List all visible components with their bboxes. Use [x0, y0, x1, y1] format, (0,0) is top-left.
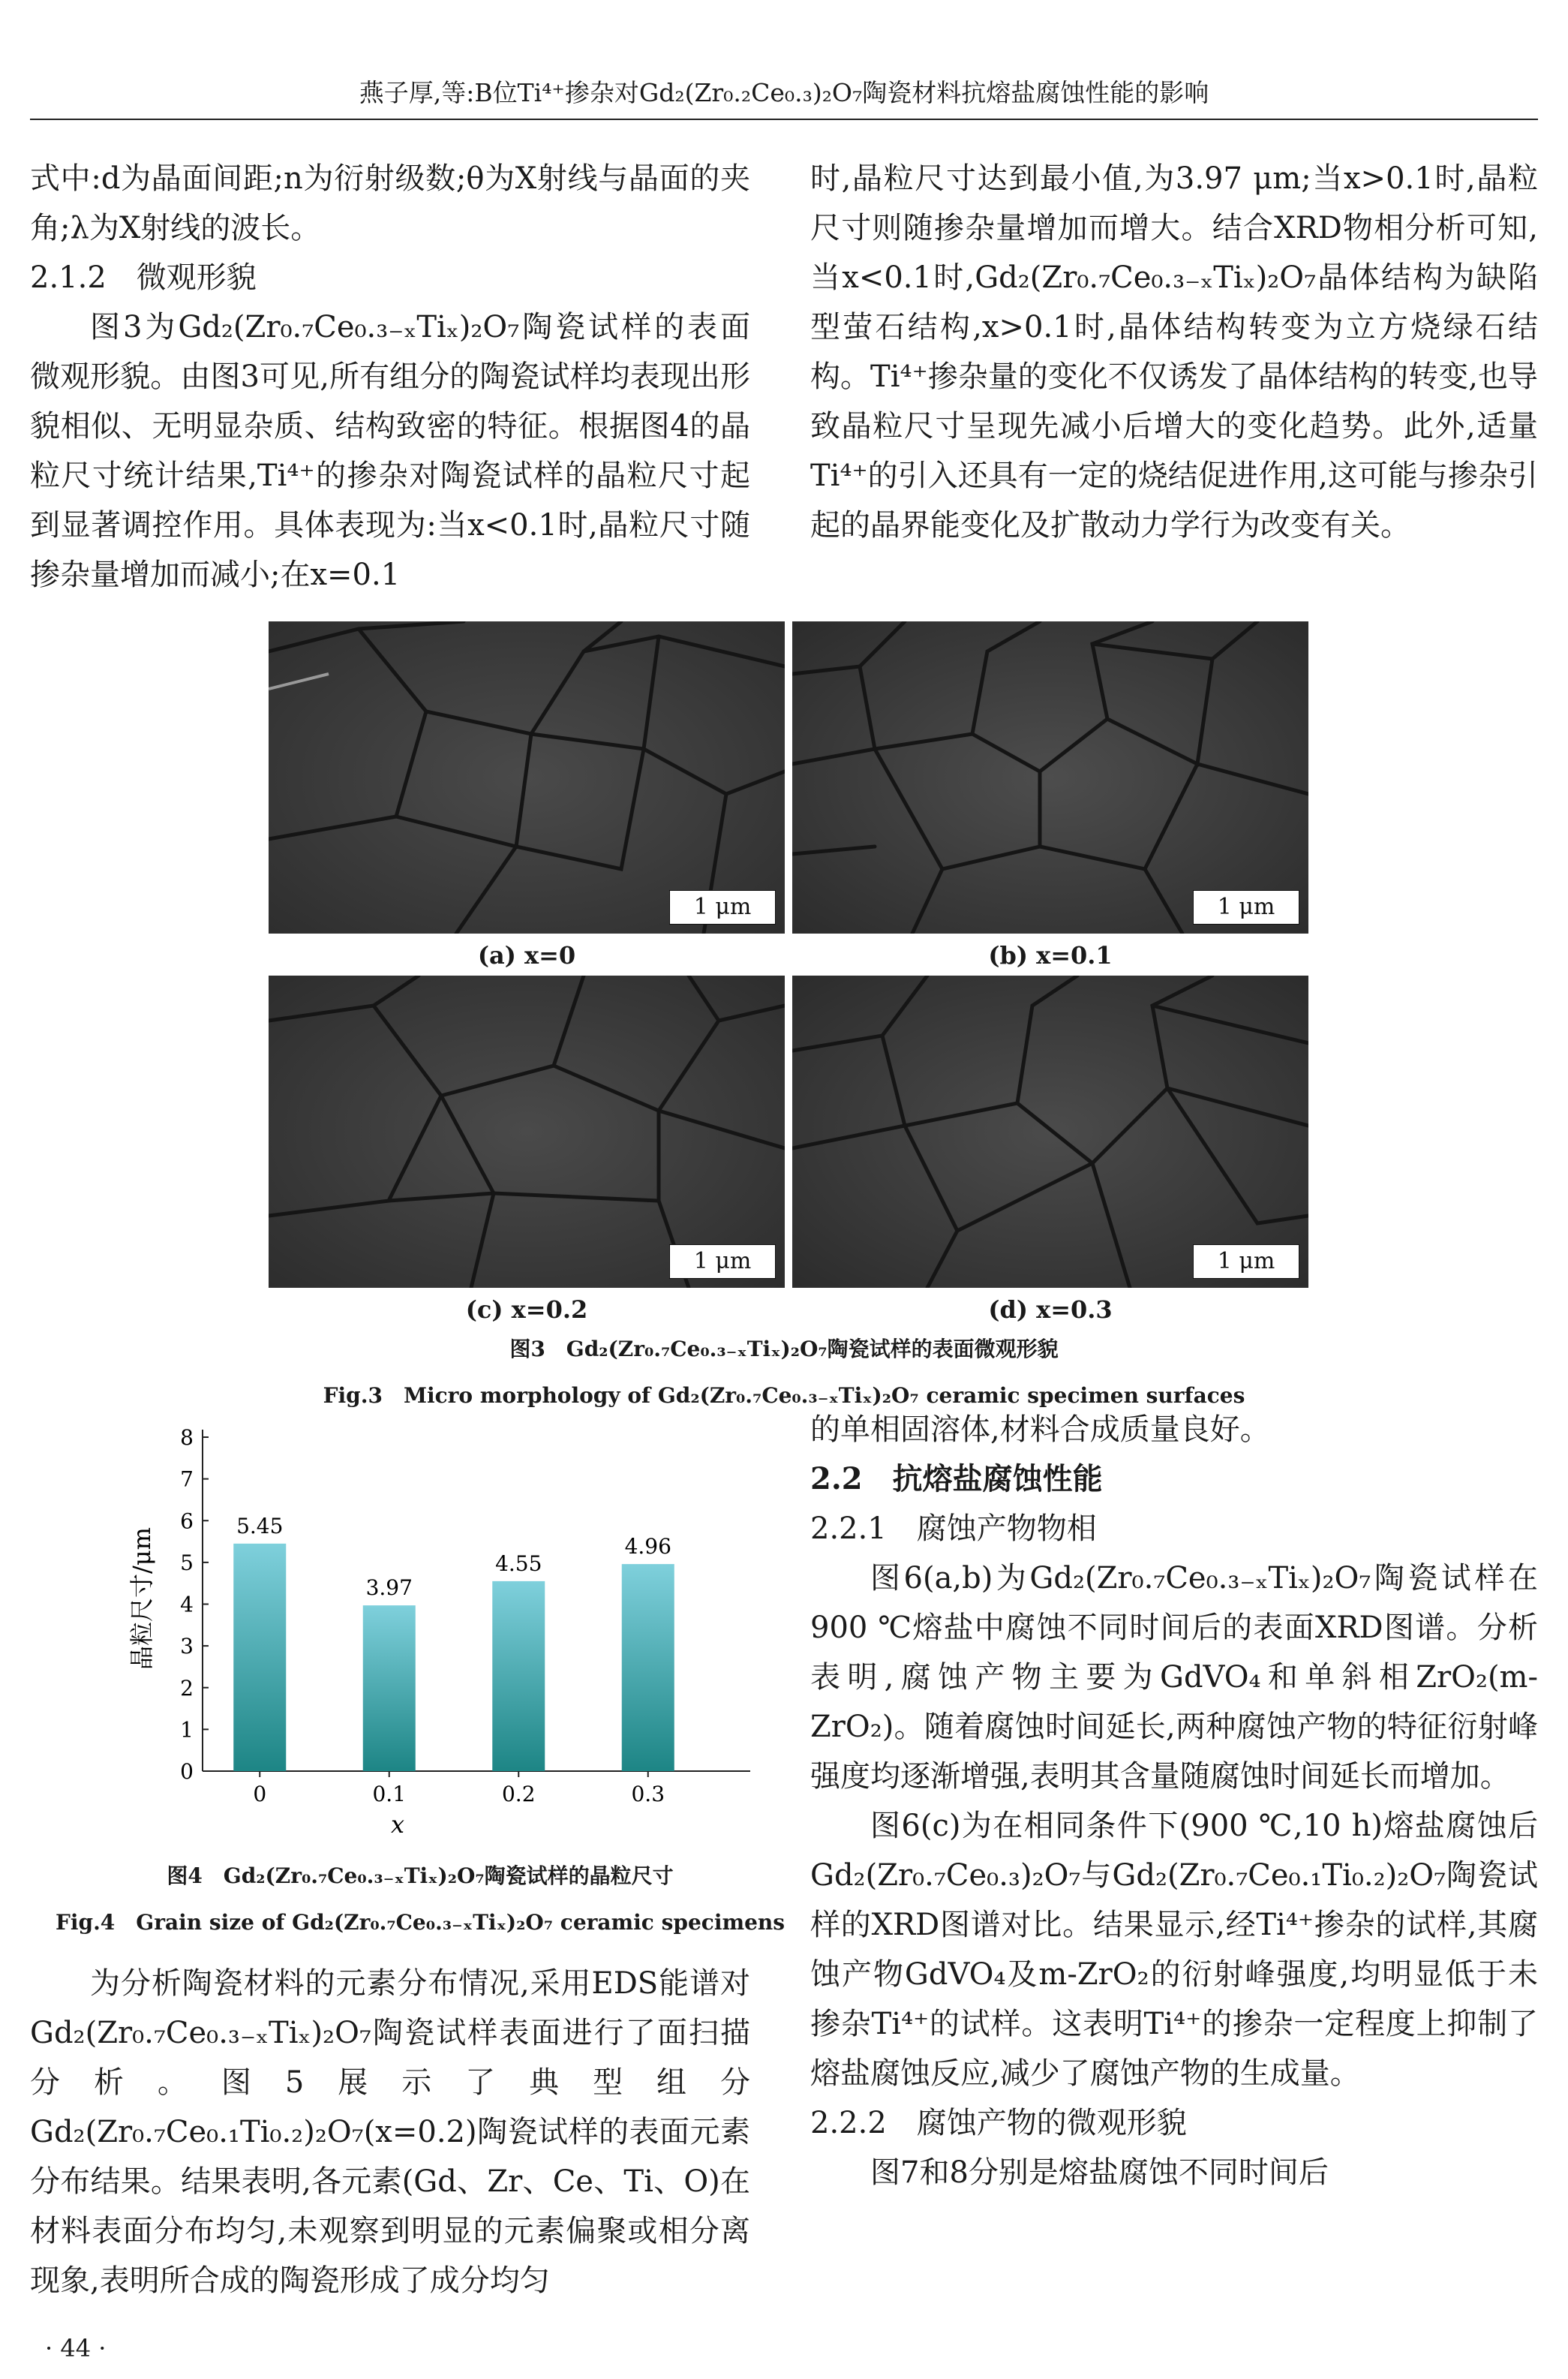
panel-caption-d: (d) x=0.3: [988, 1295, 1113, 1324]
scale-bar: 1 μm: [1193, 890, 1299, 925]
x-tick-label: 0: [253, 1782, 267, 1806]
section-heading-2-2: 2.2 抗熔盐腐蚀性能: [810, 1461, 1103, 1496]
bar: [492, 1581, 545, 1771]
data-label: 4.96: [624, 1534, 671, 1559]
paragraph: 图6(a,b)为Gd₂(Zr₀.₇Ce₀.₃₋ₓTiₓ)₂O₇陶瓷试样在900 ℃熔盐中腐蚀不同时间后的表面XRD图谱。分析表明,腐蚀产物主要为GdVO₄和单斜相ZrO₂(m-ZrO₂)。随着腐蚀时间延长,两种腐蚀产物的特征衍射峰强度均逐渐增强,表明其含量随腐蚀时间延长而增加。: [810, 1561, 1538, 1794]
sem-image-b: [792, 621, 1308, 934]
y-tick-label: 1: [180, 1717, 194, 1743]
y-tick-label: 7: [180, 1466, 194, 1492]
sem-image-c: [269, 976, 785, 1288]
section-heading-2-2-2: 2.2.2 腐蚀产物的微观形貌: [810, 2106, 1187, 2140]
section-heading-2-2-1: 2.2.1 腐蚀产物物相: [810, 1511, 1097, 1546]
data-label: 4.55: [495, 1550, 542, 1576]
y-tick-label: 2: [180, 1675, 194, 1701]
scale-bar: 1 μm: [1193, 1244, 1299, 1279]
grain-size-bar-chart: [120, 1418, 765, 1846]
panel-caption-a: (a) x=0: [477, 941, 576, 970]
right-column-bottom: [810, 1405, 1538, 2197]
running-header: 燕子厚,等:B位Ti⁴⁺掺杂对Gd₂(Zr₀.₂Ce₀.₃)₂O₇陶瓷材料抗熔盐腐蚀性能的影响: [359, 78, 1209, 107]
paragraph: 图3为Gd₂(Zr₀.₇Ce₀.₃₋ₓTiₓ)₂O₇陶瓷试样的表面微观形貌。由图3可见,所有组分的陶瓷试样均表现出形貌相似、无明显杂质、结构致密的特征。根据图4的晶粒尺寸统计结果,Ti⁴⁺的掺杂对陶瓷试样的晶粒尺寸起到显著调控作用。具体表现为:当x<0.1时,晶粒尺寸随掺杂量增加而减小;在x=0.1: [30, 310, 750, 592]
x-axis-label: x: [390, 1810, 405, 1839]
x-tick-label: 0.2: [501, 1782, 536, 1806]
panel-caption-b: (b) x=0.1: [988, 941, 1113, 970]
paragraph: 式中:d为晶面间距;n为衍射级数;θ为X射线与晶面的夹角;λ为X射线的波长。: [30, 161, 750, 245]
bar: [233, 1544, 286, 1771]
panel-caption-c: (c) x=0.2: [465, 1295, 588, 1324]
y-tick-label: 5: [180, 1550, 194, 1575]
x-tick-label: 0.3: [631, 1782, 665, 1806]
y-tick-label: 8: [180, 1425, 194, 1450]
right-column-top: [810, 154, 1538, 550]
figure4-caption-en: Fig.4 Grain size of Gd₂(Zr₀.₇Ce₀.₃₋ₓTiₓ)₂O₇ ceramic specimens: [55, 1910, 786, 1935]
paragraph: 图7和8分别是熔盐腐蚀不同时间后: [870, 2155, 1329, 2190]
y-axis-label: 晶粒尺寸/μm: [128, 1527, 156, 1670]
header-rule: [30, 119, 1538, 120]
left-column-top: [30, 154, 750, 600]
paragraph: 图6(c)为在相同条件下(900 ℃,10 h)熔盐腐蚀后Gd₂(Zr₀.₇Ce₀.₃)₂O₇与Gd₂(Zr₀.₇Ce₀.₁Ti₀.₂)₂O₇陶瓷试样的XRD图谱对比。结果显示,经Ti⁴⁺掺杂的试样,其腐蚀产物GdVO₄及m-ZrO₂的衍射峰强度,均明显低于未掺杂Ti⁴⁺的试样。这表明Ti⁴⁺的掺杂一定程度上抑制了熔盐腐蚀反应,减少了腐蚀产物的生成量。: [810, 1809, 1538, 2091]
y-tick-label: 6: [180, 1508, 194, 1534]
bar: [622, 1564, 674, 1771]
y-tick-label: 0: [180, 1759, 194, 1784]
sem-image-d: [792, 976, 1308, 1288]
data-label: 3.97: [365, 1575, 413, 1601]
page-number: · 44 ·: [45, 2334, 107, 2362]
section-heading-2-1-2: 2.1.2 微观形貌: [30, 260, 257, 295]
sem-image-a: [269, 621, 785, 934]
paragraph: 的单相固溶体,材料合成质量良好。: [810, 1412, 1270, 1447]
paragraph: 时,晶粒尺寸达到最小值,为3.97 μm;当x>0.1时,晶粒尺寸则随掺杂量增加而增大。结合XRD物相分析可知,当x<0.1时,Gd₂(Zr₀.₇Ce₀.₃₋ₓTiₓ)₂O₇晶体结构为缺陷型萤石结构,x>0.1时,晶体结构转变为立方烧绿石结构。Ti⁴⁺掺杂量的变化不仅诱发了晶体结构的转变,也导致晶粒尺寸呈现先减小后增大的变化趋势。此外,适量Ti⁴⁺的引入还具有一定的烧结促进作用,这可能与掺杂引起的晶界能变化及扩散动力学行为改变有关。: [810, 161, 1538, 543]
figure3-caption-en: Fig.3 Micro morphology of Gd₂(Zr₀.₇Ce₀.₃₋ₓTiₓ)₂O₇ ceramic specimen surfaces: [323, 1383, 1245, 1408]
y-tick-label: 4: [180, 1592, 194, 1617]
scale-bar: 1 μm: [669, 1244, 776, 1279]
figure3-caption-cn: 图3 Gd₂(Zr₀.₇Ce₀.₃₋ₓTiₓ)₂O₇陶瓷试样的表面微观形貌: [509, 1337, 1059, 1361]
y-tick-label: 3: [180, 1634, 194, 1659]
figure4-caption-cn: 图4 Gd₂(Zr₀.₇Ce₀.₃₋ₓTiₓ)₂O₇陶瓷试样的晶粒尺寸: [167, 1863, 674, 1888]
data-label: 5.45: [236, 1513, 284, 1538]
bar: [363, 1605, 416, 1771]
paragraph: 为分析陶瓷材料的元素分布情况,采用EDS能谱对Gd₂(Zr₀.₇Ce₀.₃₋ₓTiₓ)₂O₇陶瓷试样表面进行了面扫描分析。图5展示了典型组分Gd₂(Zr₀.₇Ce₀.₁Ti₀.₂)₂O₇(x=0.2)陶瓷试样的表面元素分布结果。结果表明,各元素(Gd、Zr、Ce、Ti、O)在材料表面分布均匀,未观察到明显的元素偏聚或相分离现象,表明所合成的陶瓷形成了成分均匀: [30, 1966, 750, 2298]
scale-bar: 1 μm: [669, 890, 776, 925]
left-column-bottom: [30, 1959, 750, 2305]
x-tick-label: 0.1: [372, 1782, 407, 1806]
